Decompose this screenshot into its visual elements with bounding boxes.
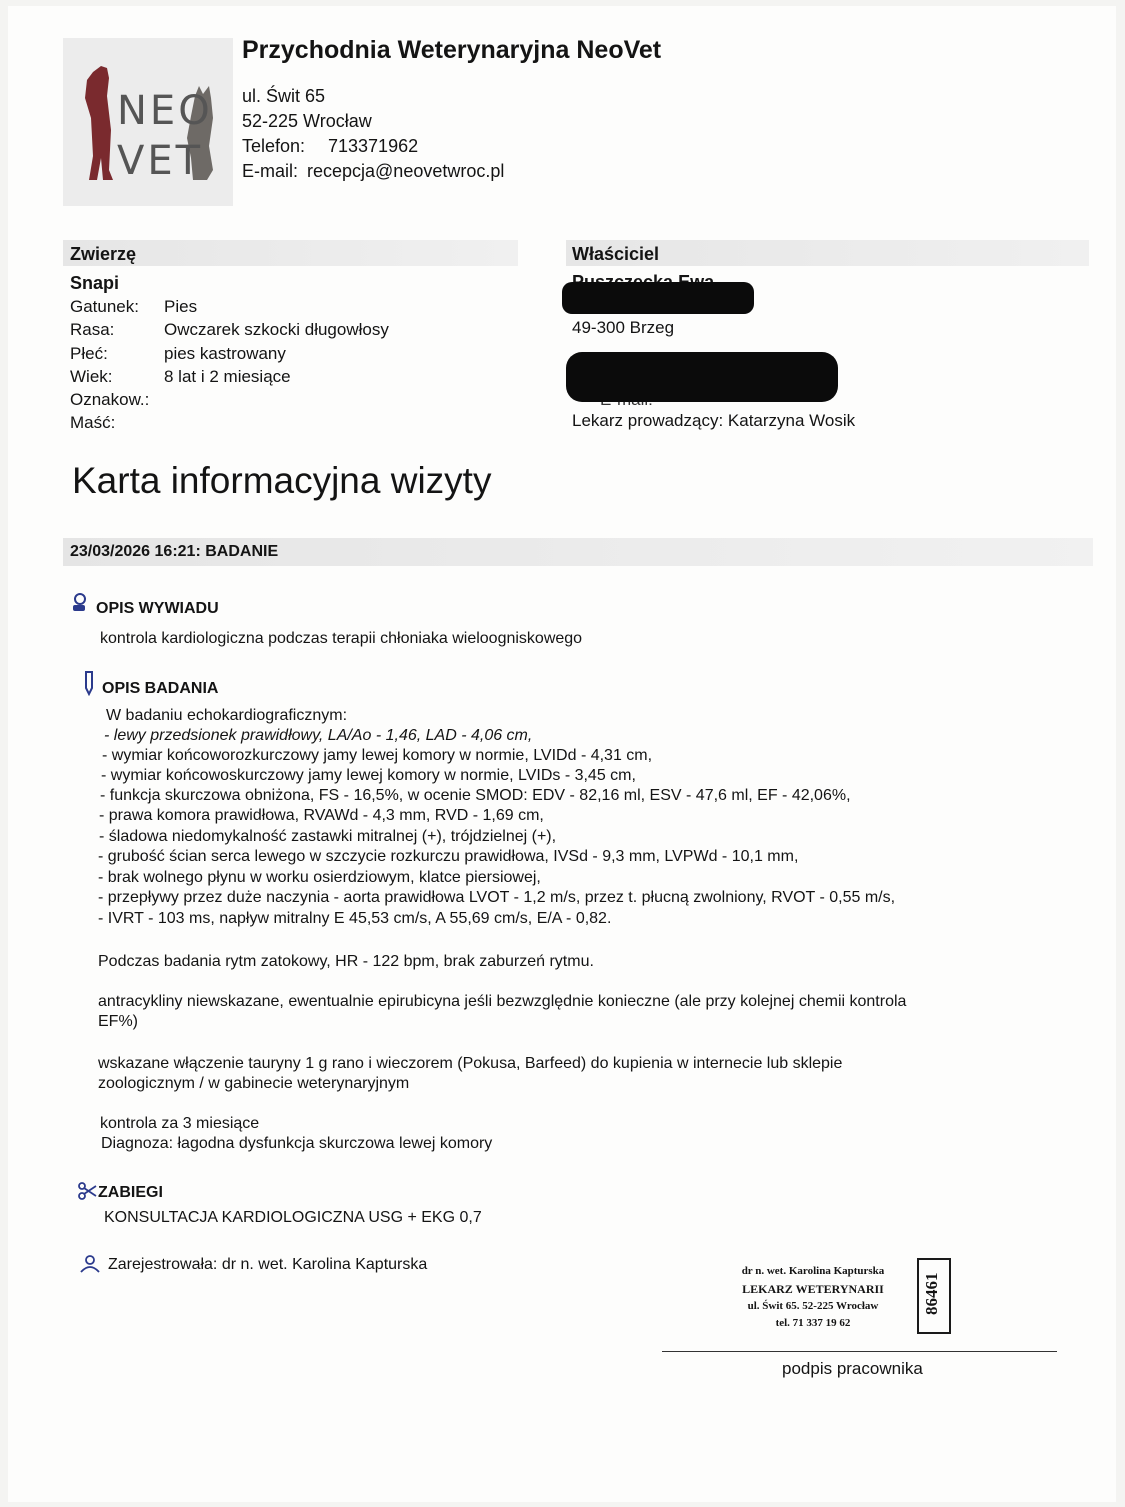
interview-title: OPIS WYWIADU [96,600,219,617]
field-value-sex: pies kastrowany [164,344,286,363]
exam-line: W badaniu echokardiograficznym: [106,707,348,724]
interview-text: kontrola kardiologiczna podczas terapii chłoniaka wieloogniskowego [100,630,583,647]
field-value-breed: Owczarek szkocki długowłosy [164,320,389,339]
stamp-title: LEKARZ WETERYNARII [742,1282,884,1296]
logo-neo-text: NEO [117,88,213,134]
animal-section-title: Zwierzę [70,244,137,264]
clinic-city: 52-225 Wrocław [242,111,372,131]
exam-line: - prawa komora prawidłowa, RVAWd - 4,3 mm, RVD - 1,69 cm, [99,807,544,824]
procedures-title: ZABIEGI [98,1184,163,1201]
exam-line: - lewy przedsionek prawidłowy, LA/Ao - 1,46, LAD - 4,06 cm, [104,727,533,744]
diagnosis-text: Diagnoza: łagodna dysfunkcja skurczowa lewej komory [101,1135,493,1152]
redaction-bar [562,282,754,314]
clinic-phone: 713371962 [328,136,419,156]
document-title: Karta informacyjna wizyty [72,460,492,501]
pet-name: Snapi [70,273,120,293]
clinic-email-label: E-mail: [242,161,299,181]
dog-icon [85,66,113,180]
stamp-address: ul. Świt 65. 52-225 Wrocław [747,1300,879,1312]
stamp-number: 86461 [922,1272,941,1316]
logo-graphic [63,38,233,206]
control-text: kontrola za 3 miesiące [100,1115,260,1132]
antracycline-text-cont: EF%) [98,1013,138,1030]
redaction-bar [566,352,838,402]
clinic-email: recepcja@neovetwroc.pl [307,161,505,181]
clinic-logo [63,38,233,206]
rhythm-text: Podczas badania rytm zatokowy, HR - 122 bpm, brak zaburzeń rytmu. [98,953,594,970]
antracycline-text: antracykliny niewskazane, ewentualnie epirubicyna jeśli bezwzględnie konieczne (ale przy kolejnej chemii kontrola [98,993,907,1010]
user-icon [78,1254,102,1274]
clinic-phone-label: Telefon: [242,136,306,156]
attending-doctor: Lekarz prowadzący: Katarzyna Wosik [572,411,856,430]
logo-vet-text: VET [117,138,204,184]
exam-title: OPIS BADANIA [102,680,219,697]
field-label-sex: Płeć: [70,344,108,363]
stamp-doctor: dr n. wet. Karolina Kapturska [741,1265,885,1277]
exam-line: - wymiar końcowoskurczowy jamy lewej komory w normie, LVIDs - 3,45 cm, [101,767,636,784]
owner-city: 49-300 Brzeg [572,318,675,337]
scissors-icon [78,1182,98,1200]
exam-line: - grubość ścian serca lewego w szczycie rozkurczu prawidłowa, IVSd - 9,3 mm, LVPWd - 10,1 mm, [98,848,799,865]
field-value-age: 8 lat i 2 miesiące [164,367,291,386]
field-label-species: Gatunek: [70,297,139,316]
exam-line: - brak wolnego płynu w worku osierdziowym, klatce piersiowej, [98,869,541,886]
exam-line: - funkcja skurczowa obniżona, FS - 16,5%, w ocenie SMOD: EDV - 82,16 ml, ESV - 47,6 ml, EF - 42,06%, [100,787,851,804]
interview-icon [70,592,92,614]
field-value-species: Pies [164,297,198,316]
taurine-text: wskazane włączenie tauryny 1 g rano i wieczorem (Pokusa, Barfeed) do kupienia w internecie lub sklepie [98,1055,843,1072]
stamp-phone: tel. 71 337 19 62 [775,1317,851,1329]
taurine-text-cont: zoologicznym / w gabinecie weterynaryjnym [98,1075,410,1092]
signature-line [662,1351,1057,1352]
exam-line: - śladowa niedomykalność zastawki mitralnej (+), trójdzielnej (+), [99,828,557,845]
field-label-breed: Rasa: [70,320,115,339]
visit-header: 23/03/2026 16:21: BADANIE [70,543,279,560]
owner-section-title: Właściciel [572,244,660,264]
procedures-text: KONSULTACJA KARDIOLOGICZNA USG + EKG 0,7 [104,1209,482,1226]
signature-label: podpis pracownika [782,1359,923,1378]
clinic-street: ul. Świt 65 [242,86,326,106]
registered-by: Zarejestrowała: dr n. wet. Karolina Kapturska [108,1256,428,1273]
exam-line: - IVRT - 103 ms, napływ mitralny E 45,53 cm/s, A 55,69 cm/s, E/A - 0,82. [98,910,612,927]
exam-line: - wymiar końcoworozkurczowy jamy lewej komory w normie, LVIDd - 4,31 cm, [102,747,653,764]
exam-line: - przepływy przez duże naczynia - aorta prawidłowa LVOT - 1,2 m/s, przez t. płucną zwolniony, RVOT - 0,55 m/s, [98,889,896,906]
field-label-marking: Oznakow.: [70,390,150,409]
exam-icon [82,670,96,696]
clinic-name: Przychodnia Weterynaryjna NeoVet [242,36,662,64]
field-label-age: Wiek: [70,367,113,386]
field-label-color: Maść: [70,413,116,432]
